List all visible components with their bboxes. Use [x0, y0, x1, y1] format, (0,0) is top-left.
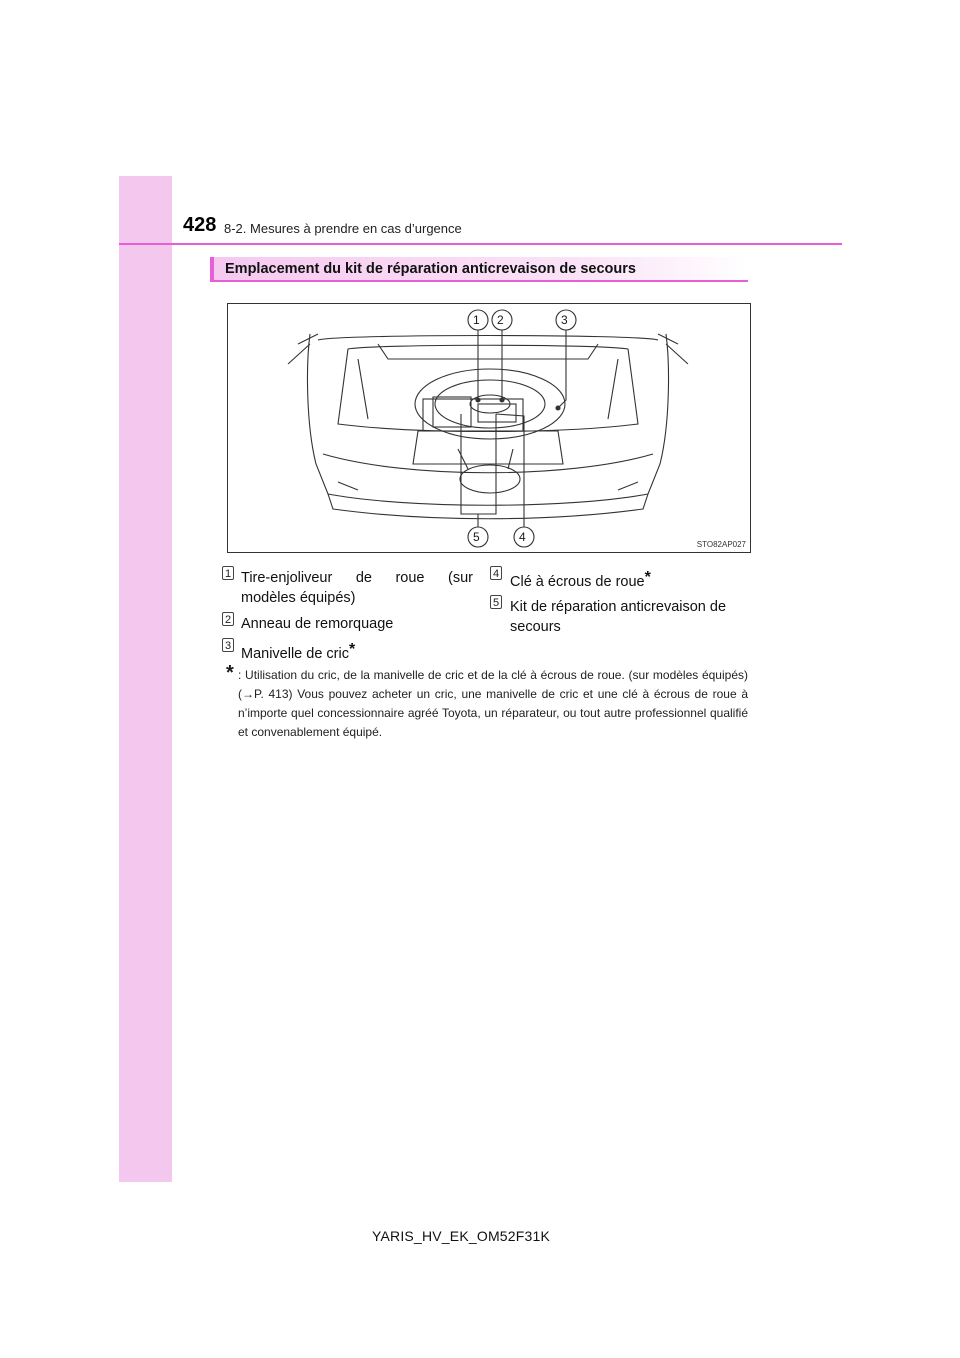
callout-3: 3	[561, 313, 568, 327]
item-5-line2: secours	[510, 619, 561, 635]
item-4	[510, 568, 651, 592]
note-text-before: : Utilisation du cric, de la manivelle de cric et de la clé à écrous de roue. (sur modèles équipés) (	[238, 668, 748, 701]
footnote	[238, 666, 748, 742]
note-arrow: →	[242, 687, 254, 701]
item-3-text: Manivelle de cric	[241, 646, 349, 662]
callout-1: 1	[473, 313, 480, 327]
item-badge-3: 3	[222, 638, 234, 652]
item-5-line1: Kit de réparation anticrevaison de	[510, 599, 727, 615]
page-heading: Emplacement du kit de réparation anticrevaison de secours	[225, 261, 636, 277]
item-3-star: *	[349, 641, 356, 658]
callout-4: 4	[519, 530, 526, 544]
callout-2: 2	[497, 313, 504, 327]
figure-code: STO82AP027	[696, 540, 746, 549]
item-badge-1: 1	[222, 566, 234, 580]
item-4-star: *	[644, 569, 651, 586]
item-badge-4: 4	[490, 566, 502, 580]
section-title: 8-2. Mesures à prendre en cas d’urgence	[224, 221, 462, 236]
item-1-line2: modèles équipés)	[241, 590, 356, 606]
note-text-after: P. 413) Vous pouvez acheter un cric, une manivelle de cric et une clé à écrous de roue à n’importe quel concessionnaire agréé Toyota, un réparateur, ou tout autre professionnel qualifié et convenablement équipé.	[238, 687, 748, 739]
item-2-text: Anneau de remorquage	[241, 616, 394, 632]
item-badge-2: 2	[222, 612, 234, 626]
item-badge-5: 5	[490, 595, 502, 609]
item-4-text: Clé à écrous de roue	[510, 574, 645, 590]
page-number: 428	[183, 214, 217, 236]
item-3	[241, 640, 355, 664]
header-rule	[119, 243, 842, 245]
pink-sidebar	[119, 176, 172, 1182]
car-rear-drawing	[228, 304, 750, 552]
trunk-illustration	[227, 303, 751, 553]
document-code: YARIS_HV_EK_OM52F31K	[372, 1228, 551, 1244]
callout-5: 5	[473, 530, 480, 544]
item-1-line1: Tire-enjoliveur de roue (sur	[241, 570, 473, 586]
note-star: *	[226, 662, 234, 684]
